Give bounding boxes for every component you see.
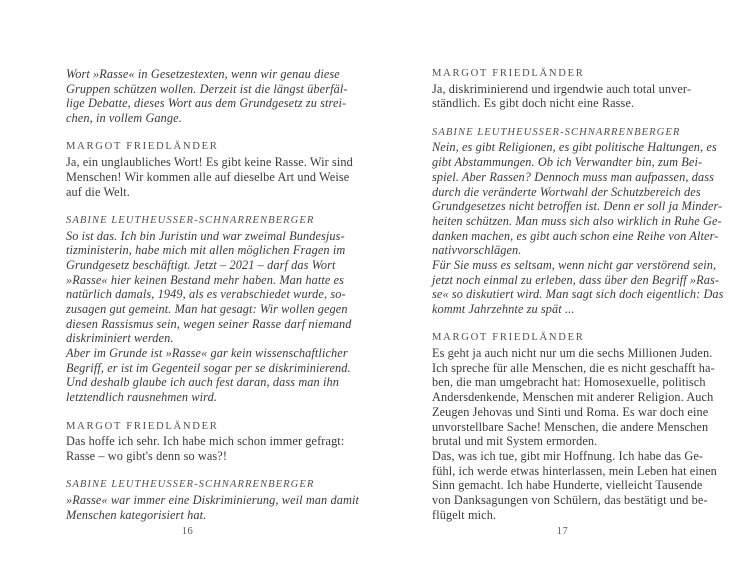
right-page — [375, 0, 750, 583]
text-line: Grundgesetz beschäftigt. Jetzt – 2021 – darf das Wort — [66, 257, 336, 272]
text-line: unvorstellbare Sache! Menschen, die andere Menschen — [432, 419, 709, 434]
speaker-name: SABINE LEUTHEUSSER-SCHNARRENBERGER — [66, 214, 315, 226]
text-line: »Rasse« hier keinen Bestand mehr haben. Man hatte es — [66, 272, 345, 287]
paragraph — [432, 346, 728, 522]
text-line: Ich spreche für alle Menschen, die es nicht geschafft ha- — [432, 360, 715, 375]
text-line: Es geht ja auch nicht nur um die sechs Millionen Juden. — [432, 346, 713, 361]
text-line: letztendlich rausnehmen wird. — [66, 390, 218, 405]
left-page-number: 16 — [181, 526, 194, 537]
text-line: Und deshalb glaube ich auch fest daran, dass man ihn — [66, 375, 339, 390]
speaker-name: SABINE LEUTHEUSSER-SCHNARRENBERGER — [66, 479, 315, 491]
text-line: spiel. Aber Rassen? Dennoch muss man aufpassen, dass — [432, 169, 714, 184]
speaker-name: SABINE LEUTHEUSSER-SCHNARRENBERGER — [432, 126, 681, 138]
text-line: Zeugen Jehovas und Sinti und Roma. Es war doch eine — [432, 404, 709, 419]
text-line: nativvorschlägen. — [432, 243, 522, 258]
text-line: jetzt noch einmal zu erleben, dass über den Begriff »Ras- — [432, 272, 720, 287]
text-line: Nein, es gibt Religionen, es gibt politische Haltungen, es — [432, 140, 717, 155]
text-line: Für Sie muss es seltsam, wenn nicht gar verstörend sein, — [432, 257, 717, 272]
text-line: diskriminiert werden. — [66, 331, 174, 346]
text-line: brutal und mit System ermorden. — [432, 434, 598, 449]
paragraph — [66, 434, 376, 463]
text-line: danken machen, es gibt auch schon eine Reihe von Alter- — [432, 228, 719, 243]
text-line: diesen Rassismus sein, wegen seiner Rasse darf niemand — [66, 316, 352, 331]
text-line: heiten schützen. Man muss sich also wirklich in Ruhe Ge- — [432, 213, 722, 228]
text-line: lige Debatte, dieses Wort aus dem Grundgesetz zu strei- — [66, 96, 347, 111]
text-line: se« so diskutiert wird. Man sagt sich doch eigentlich: Das — [432, 287, 724, 302]
text-line: ben, die man umgebracht hat: Homosexuelle, politisch — [432, 375, 706, 390]
text-line: auf die Welt. — [66, 184, 130, 199]
text-line: Aber im Grunde ist »Rasse« gar kein wissenschaftlicher — [66, 346, 348, 361]
text-line: gibt Abstammungen. Ob ich Verwandter bin, zum Bei- — [432, 155, 703, 170]
text-line: Gruppen schützen wollen. Derzeit ist die längst überfäl- — [66, 81, 348, 96]
text-line: tizministerin, habe mich mit allen möglichen Fragen im — [66, 243, 346, 258]
text-line: von Danksagungen von Schülern, das bestätigt und be- — [432, 492, 708, 507]
text-line: Menschen kategorisiert hat. — [66, 507, 207, 522]
paragraph — [66, 229, 376, 405]
right-page-number: 17 — [556, 526, 569, 537]
text-line: ständlich. Es gibt doch nicht eine Rasse. — [432, 96, 635, 111]
text-line: Menschen! Wir kommen alle auf dieselbe Art und Weise — [66, 169, 350, 184]
text-line: durch die veränderte Wortwahl der Schutzbereich des — [432, 184, 701, 199]
speaker-name: MARGOT FRIEDLÄNDER — [66, 141, 219, 153]
text-line: Sinn gemacht. Ich habe Hunderte, vielleicht Tausende — [432, 478, 703, 493]
text-line: So ist das. Ich bin Juristin und war zweimal Bundesjus- — [66, 228, 345, 243]
text-line: fühl, ich werde etwas hinterlassen, mein Leben hat einen — [432, 463, 717, 478]
speaker-name: MARGOT FRIEDLÄNDER — [432, 332, 585, 344]
text-line: Wort »Rasse« in Gesetzestexten, wenn wir genau diese — [66, 67, 340, 81]
right-text-column — [432, 67, 728, 522]
text-line: chen, in vollem Gange. — [66, 111, 182, 126]
left-text-column — [66, 67, 376, 522]
text-line: flügelt mich. — [432, 507, 497, 522]
paragraph — [432, 82, 728, 111]
text-line: Ja, diskriminierend und irgendwie auch total unver- — [432, 81, 692, 96]
text-line: natürlich damals, 1949, als es verabschiedet wurde, so- — [66, 287, 346, 302]
text-line: kommt Jahrzehnte zu spät ... — [432, 302, 575, 316]
paragraph — [432, 140, 728, 316]
speaker-name: MARGOT FRIEDLÄNDER — [66, 420, 219, 432]
text-line: Grundgesetzes nicht betroffen ist. Denn er soll ja Minder- — [432, 199, 723, 214]
text-line: »Rasse« war immer eine Diskriminierung, weil man damit — [66, 492, 359, 507]
text-line: Andersdenkende, Menschen mit anderer Religion. Auch — [432, 390, 714, 405]
text-line: Das, was ich tue, gibt mir Hoffnung. Ich habe das Ge- — [432, 448, 704, 463]
text-line: Das hoffe ich sehr. Ich habe mich schon immer gefragt: — [66, 434, 345, 449]
paragraph — [66, 155, 376, 199]
paragraph — [66, 67, 376, 126]
speaker-name: MARGOT FRIEDLÄNDER — [432, 68, 585, 79]
text-line: Ja, ein unglaubliches Wort! Es gibt keine Rasse. Wir sind — [66, 155, 353, 170]
paragraph — [66, 493, 376, 522]
text-line: Begriff, er ist im Gegenteil sogar per se diskriminierend. — [66, 360, 351, 375]
text-line: zusagen gut gemeint. Man hat gesagt: Wir wollen gegen — [66, 302, 348, 316]
text-line: Rasse – wo gibt's denn so was?! — [66, 448, 228, 463]
